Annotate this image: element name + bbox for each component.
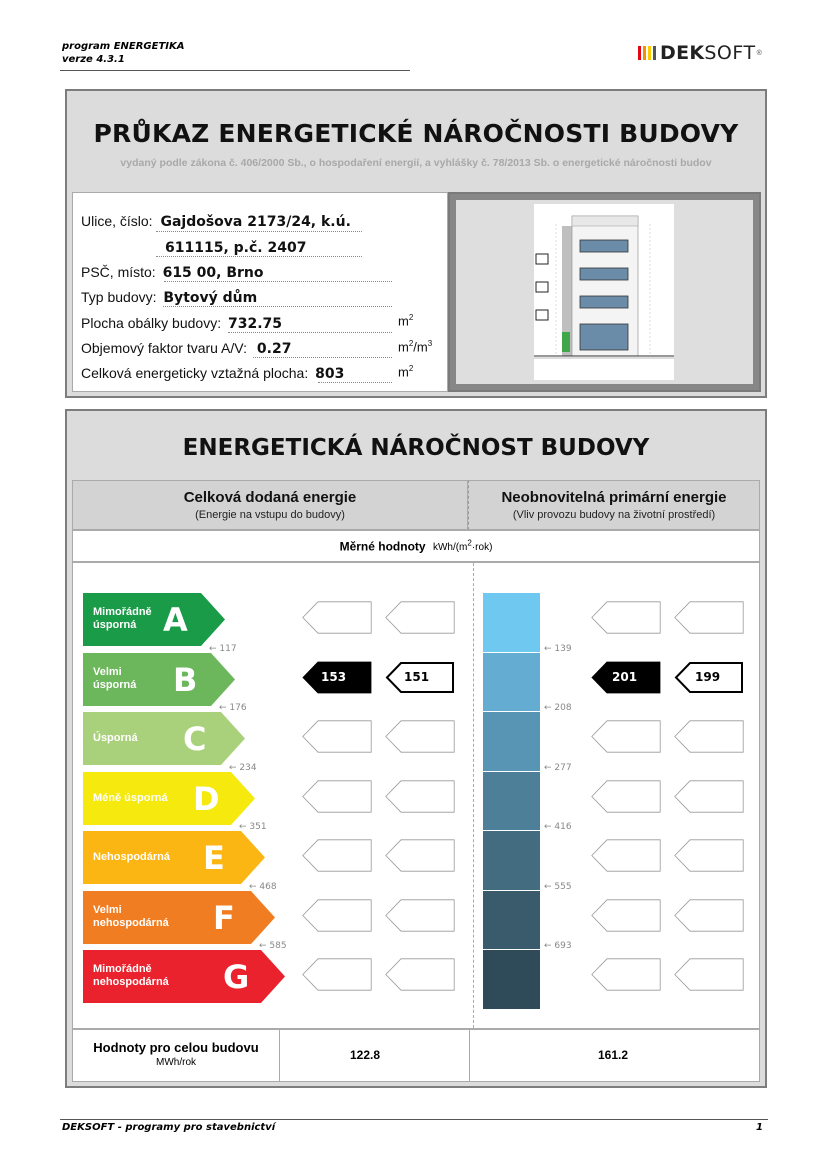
logo-text-light: SOFT: [704, 42, 756, 64]
program-name: program ENERGETIKA: [62, 41, 185, 52]
primary-scale-block-d: [483, 772, 540, 831]
energy-class-b: [83, 653, 235, 706]
logo-bar: [648, 46, 651, 60]
dotted-line: [253, 357, 392, 358]
delivered-ref-marker: [385, 958, 455, 991]
primary-marker: [591, 780, 661, 813]
street-row: [81, 213, 351, 230]
building-photo-frame: [448, 192, 761, 392]
total-primary-energy: 161.2: [598, 1048, 629, 1062]
class-label: Mimořádně úsporná: [93, 606, 152, 631]
totals-unit: MWh/rok: [156, 1057, 196, 1068]
type-value: Bytový dům: [163, 290, 258, 306]
shape-unit: $m^2/m^3$: [398, 339, 433, 355]
dotted-line: [318, 382, 392, 383]
envelope-value: 732.75: [227, 316, 283, 332]
left-subheading: (Energie na vstupu do budovy): [195, 509, 345, 521]
delivered-ref-marker: [385, 720, 455, 753]
primary-energy-ref-value: 199: [695, 669, 721, 684]
building-drawing: [534, 204, 674, 380]
totals-divider: [469, 1030, 470, 1081]
primary-ref-marker: [674, 958, 744, 991]
logo-text-bold: DEK: [660, 42, 705, 64]
dotted-line: [228, 332, 392, 333]
primary-ref-marker: [674, 720, 744, 753]
class-label: Velmi úsporná: [93, 665, 137, 691]
envelope-row: [81, 315, 282, 332]
primary-ref-marker: [674, 899, 744, 932]
program-header: [62, 40, 185, 66]
right-heading: Neobnovitelná primární energie: [501, 489, 727, 506]
primary-marker: [591, 720, 661, 753]
logo-bar: [653, 46, 656, 60]
totals-label: Hodnoty pro celou budovu: [93, 1040, 259, 1055]
street-label: Ulice, číslo:: [81, 213, 153, 229]
logo-bars-icon: [638, 46, 656, 60]
primary-marker: [591, 958, 661, 991]
dotted-line: [156, 256, 362, 257]
type-label: Typ budovy:: [81, 289, 157, 305]
delivered-marker: [302, 780, 372, 813]
energy-class-g: [83, 950, 285, 1003]
class-letter: A: [163, 601, 188, 639]
delivered-energy-value: 153: [321, 669, 347, 684]
envelope-unit: $m^2$: [398, 313, 414, 329]
shape-row: [81, 340, 291, 357]
primary-marker: [591, 601, 661, 634]
primary-scale-block-b: [483, 653, 540, 712]
primary-ref-marker: [674, 839, 744, 872]
right-column-header: [468, 480, 760, 530]
class-letter: B: [173, 660, 198, 699]
class-letter: F: [213, 898, 235, 937]
dotted-line: [156, 231, 362, 232]
shape-value: 0.27: [256, 341, 292, 357]
units-label: Měrné hodnoty: [339, 539, 426, 554]
certificate-title: PRŮKAZ ENERGETICKÉ NÁROČNOSTI BUDOVY: [93, 119, 739, 148]
delivered-threshold: ← 234: [229, 762, 257, 773]
class-label: Nehospodárná: [93, 851, 171, 863]
totals-label-cell: [73, 1030, 280, 1081]
delivered-marker: [302, 601, 372, 634]
area-row: [81, 365, 344, 382]
energy-panel: [65, 409, 767, 1088]
delivered-marker: [302, 899, 372, 932]
delivered-threshold: ← 351: [239, 822, 267, 832]
header-rule: [60, 70, 410, 71]
zip-label: PSČ, místo:: [81, 264, 156, 280]
right-subheading: (Vliv provozu budovy na životní prostředí): [512, 509, 716, 521]
program-version: verze 4.3.1: [62, 54, 125, 65]
primary-scale-block-e: [483, 831, 540, 890]
column-divider: [473, 563, 474, 1028]
delivered-ref-marker: [385, 899, 455, 932]
class-label: Mimořádně nehospodárná: [93, 963, 169, 988]
delivered-energy-ref-value: 151: [404, 669, 430, 684]
logo-bar: [638, 46, 641, 60]
deksoft-logo: [638, 42, 762, 64]
page-number: 1: [756, 1122, 763, 1133]
street-row-2: [165, 239, 306, 256]
class-label: Méně úsporná: [93, 791, 168, 804]
primary-threshold: ← 555: [544, 881, 572, 892]
left-column-header: [72, 480, 468, 530]
primary-threshold: ← 277: [544, 762, 572, 773]
primary-energy-value: 201: [612, 669, 638, 684]
class-letter: D: [193, 779, 220, 818]
total-delivered-energy: 122.8: [350, 1048, 381, 1062]
units-value: kWh/$(m^2\cdot rok)$: [432, 539, 493, 554]
certificate-subtitle: vydaný podle zákona č. 406/2000 Sb., o hospodaření energií, a vyhlášky č. 78/2013 Sb. o energetické náročnosti budov: [120, 157, 712, 169]
area-label: Celková energeticky vztažná plocha:: [81, 365, 309, 381]
delivered-threshold: ← 176: [219, 703, 247, 713]
primary-ref-marker: [674, 601, 744, 634]
delivered-marker: [302, 839, 372, 872]
type-row: [81, 289, 257, 306]
primary-scale-block-g: [483, 950, 540, 1009]
delivered-ref-marker: [385, 601, 455, 634]
totals-row: [72, 1029, 760, 1082]
primary-threshold: ← 139: [544, 643, 572, 654]
shape-label: Objemový faktor tvaru A/V:: [81, 340, 247, 356]
class-letter: G: [223, 958, 250, 996]
building-info: [72, 192, 448, 392]
dotted-line: [164, 281, 392, 282]
delivered-threshold: ← 585: [259, 941, 287, 951]
energy-class-f: [83, 891, 275, 944]
delivered-threshold: ← 117: [209, 643, 237, 654]
delivered-marker: [302, 958, 372, 991]
units-row: [72, 530, 760, 562]
zip-value: 615 00, Brno: [162, 265, 264, 281]
primary-marker: [591, 839, 661, 872]
primary-scale-block-a: [483, 593, 540, 652]
zip-row: [81, 264, 264, 281]
energy-class-a: [83, 593, 225, 646]
delivered-ref-marker: [385, 839, 455, 872]
primary-threshold: ← 208: [544, 703, 572, 713]
primary-threshold: ← 416: [544, 822, 572, 832]
primary-threshold: ← 693: [544, 941, 572, 951]
delivered-marker: [302, 720, 372, 753]
energy-class-c: [83, 712, 245, 765]
street-value: Gajdošova 2173/24, k.ú.: [160, 214, 351, 230]
energy-scale: [72, 562, 760, 1029]
delivered-ref-marker: [385, 780, 455, 813]
envelope-label: Plocha obálky budovy:: [81, 315, 222, 331]
street-value-2: 611115, p.č. 2407: [165, 240, 307, 256]
area-value: 803: [315, 366, 345, 382]
primary-ref-marker: [674, 780, 744, 813]
logo-bar: [643, 46, 646, 60]
energy-title: ENERGETICKÁ NÁROČNOST BUDOVY: [182, 435, 650, 461]
class-label: Úsporná: [93, 732, 138, 744]
certificate-panel: [65, 89, 767, 398]
left-heading: Celková dodaná energie: [183, 489, 357, 506]
logo-registered-mark: ®: [756, 49, 762, 57]
energy-class-e: [83, 831, 265, 884]
primary-scale-block-c: [483, 712, 540, 771]
primary-marker: [591, 899, 661, 932]
energy-class-d: [83, 772, 255, 825]
footer-text: DEKSOFT - programy pro stavebnictví: [62, 1122, 276, 1133]
class-letter: E: [203, 839, 225, 877]
area-unit: $m^2$: [398, 364, 414, 380]
primary-scale-block-f: [483, 891, 540, 950]
class-letter: C: [183, 720, 207, 758]
class-label: Velmi nehospodárná: [93, 903, 169, 929]
footer-rule: [60, 1119, 768, 1120]
delivered-threshold: ← 468: [249, 881, 277, 892]
dotted-line: [163, 306, 392, 307]
